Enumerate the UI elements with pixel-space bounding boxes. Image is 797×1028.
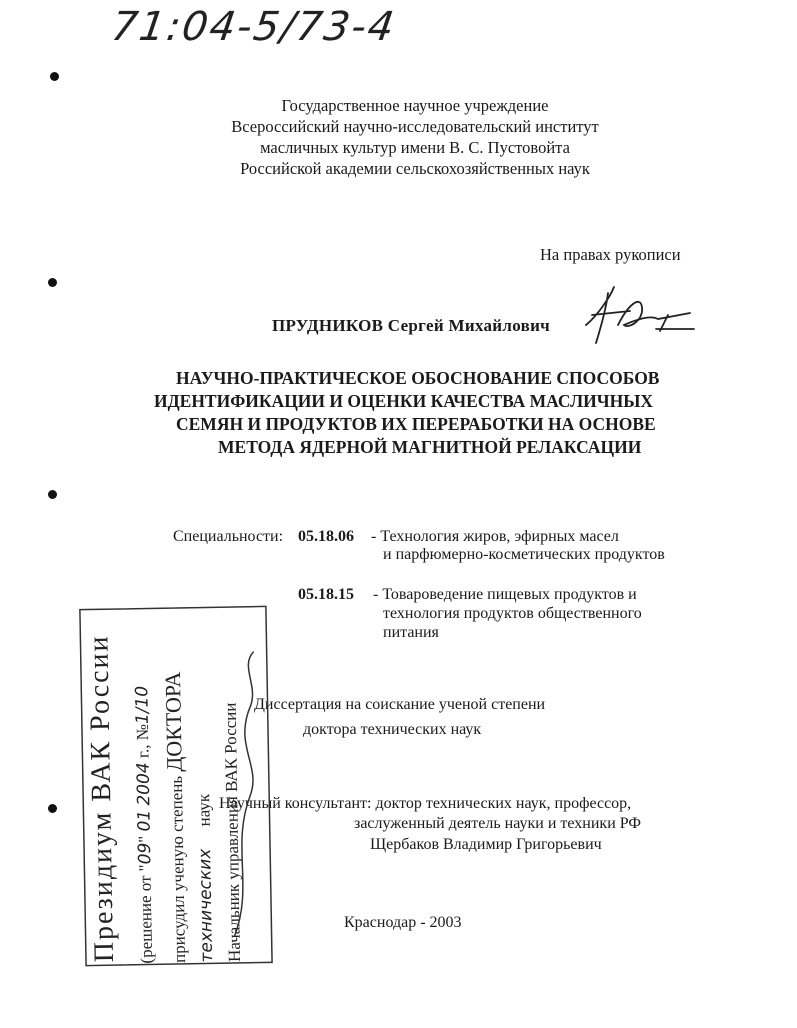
title-line: МЕТОДА ЯДЕРНОЙ МАГНИТНОЙ РЕЛАКСАЦИИ: [218, 437, 642, 457]
signature: [578, 285, 696, 345]
specialty-code: 05.18.06: [298, 528, 354, 545]
stamp-signature: [220, 645, 275, 946]
decision-mid: ": [134, 831, 154, 843]
punch-hole-mark: [48, 804, 57, 813]
consultant-line: заслуженный деятель науки и техники РФ: [354, 815, 642, 832]
specialty-code: 05.18.15: [298, 586, 354, 603]
rights-note: На правах рукописи: [540, 245, 681, 264]
stamp-field-line: [194, 794, 217, 963]
decision-year: 2004: [133, 762, 155, 806]
handwritten-archive-number: 71:04-5/73-4: [108, 4, 399, 50]
title-line: ИДЕНТИФИКАЦИИ И ОЦЕНКИ КАЧЕСТВА МАСЛИЧНЫХ: [154, 391, 654, 411]
decision-suffix: г., №: [132, 723, 153, 763]
specialty-name-line: и парфюмерно-косметических продуктов: [383, 546, 665, 563]
punch-hole-mark: [48, 278, 57, 287]
field-value: технических: [195, 848, 218, 963]
decision-number: 1/10: [132, 685, 153, 725]
consultant-name: Щербаков Владимир Григорьевич: [370, 836, 602, 853]
organization-line: Всероссийский научно-исследовательский институт: [231, 117, 599, 136]
dissertation-degree-line: доктора технических наук: [303, 721, 482, 738]
stamp-title: Президиум ВАК России: [83, 634, 121, 963]
specialty-name-line: технология продуктов общественного: [383, 605, 642, 622]
decision-month: 01: [134, 809, 155, 832]
specialty-name-line: питания: [383, 624, 439, 641]
punch-hole-mark: [48, 490, 57, 499]
vak-stamp: [79, 605, 275, 968]
punch-hole-mark: [50, 72, 59, 81]
specialties-label: Специальности:: [173, 528, 284, 545]
title-line: СЕМЯН И ПРОДУКТОВ ИХ ПЕРЕРАБОТКИ НА ОСНОВЕ: [176, 414, 656, 434]
decision-prefix: (решение от ": [135, 864, 157, 964]
degree-prefix: присудил ученую степень: [166, 775, 190, 964]
consultant-line: Научный консультант: доктор технических наук, профессор,: [219, 795, 632, 812]
degree-value: ДОКТОРА: [159, 671, 187, 772]
specialty-name-line: - Технология жиров, эфирных масел: [371, 528, 619, 545]
stamp-degree-line: [160, 672, 191, 964]
stamp-chief-label: Начальник управления ВАК России: [220, 702, 245, 963]
organization-line: Российской академии сельскохозяйственных наук: [240, 159, 590, 178]
title-line: НАУЧНО-ПРАКТИЧЕСКОЕ ОБОСНОВАНИЕ СПОСОБОВ: [176, 368, 660, 388]
author-name: ПРУДНИКОВ Сергей Михайлович: [272, 316, 551, 335]
organization-line: Государственное научное учреждение: [281, 96, 549, 115]
stamp-decision-line: [132, 686, 157, 964]
dissertation-degree-line: Диссертация на соискание ученой степени: [254, 696, 546, 713]
specialty-name-line: - Товароведение пищевых продуктов и: [373, 586, 637, 603]
city-year: Краснодар - 2003: [344, 914, 462, 931]
organization-block: [160, 95, 670, 179]
field-suffix: наук: [194, 793, 214, 827]
organization-line: масличных культур имени В. С. Пустовойта: [260, 138, 570, 157]
decision-day: 09: [134, 842, 156, 865]
